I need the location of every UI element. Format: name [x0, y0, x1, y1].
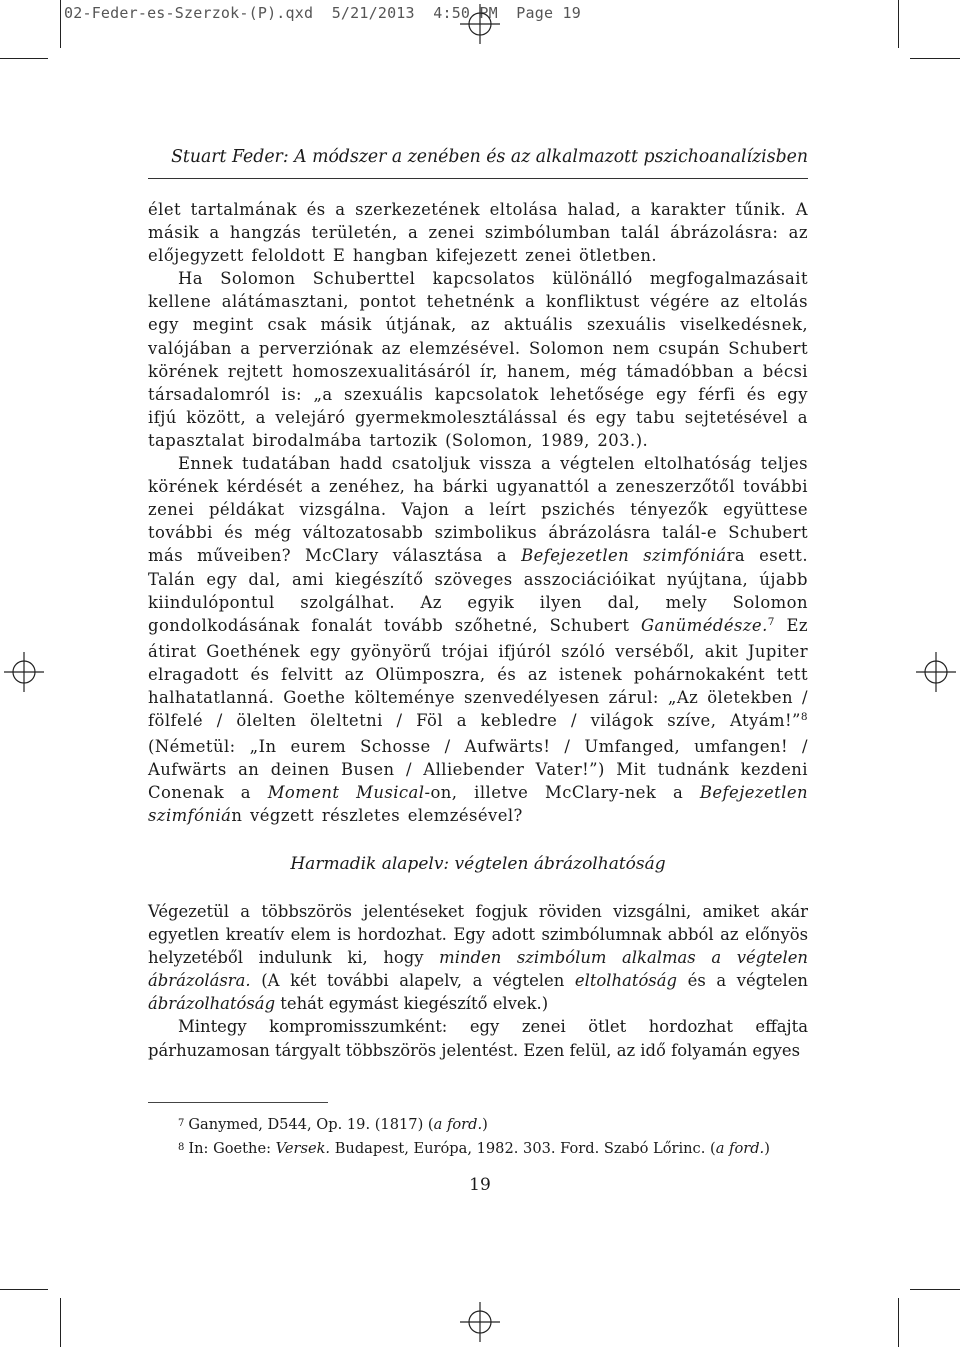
text-run: ) — [764, 1140, 770, 1157]
text-run: Végezetül a többszörös jelentéseket fogjuk röviden vizsgálni, amiket akár egyetlen kreatív elem is hordozhat. Egy adott szimbólumnak abból az előnyös helyzetéből indulunk ki, hogy — [148, 902, 808, 968]
footnote-number: 7 — [178, 1118, 185, 1129]
italic-phrase: minden szimbólum alkalmas a végtelen ábrázolásra. — [148, 948, 808, 991]
page-number: 19 — [469, 1175, 491, 1195]
text-run: Budapest, Európa, 1982. 303. Ford. Szabó Lőrinc. ( — [330, 1140, 716, 1157]
text-run: ) — [482, 1116, 488, 1133]
running-head: Stuart Feder: A módszer a zenében és az alkalmazott pszichoanalízisben — [171, 147, 808, 167]
text-run: (A két további alapelv, a végtelen — [250, 971, 575, 991]
italic-phrase: eltolhatóság — [574, 971, 677, 991]
text-run: Ganymed, D544, Op. 19. (1817) ( — [188, 1116, 434, 1133]
registration-mark-icon — [916, 652, 956, 692]
registration-mark-icon — [4, 652, 44, 692]
text-run: tehát egymást kiegészítő elvek.) — [275, 994, 549, 1014]
header-rule — [148, 178, 808, 179]
paragraph: Ha Solomon Schuberttel kapcsolatos különálló megfogalmazásait kellene alátámasztani, pontot tehetnénk a konfliktust végére az eltolás egy megint csak másik útjának, az aktuális szexuális viselkedésnek, valójában a perverziónak az elemzésével. Solomon nem csupán Schubert körének rejtett homoszexualitásáról ír, hanem, még támadóbban a bécsi társadalomról is: „a szexuális kapcsolatok lehetősége egy férfi és egy ifjú között, a velejáró gyermekmolesztálással és egy tabu sejtetésével a tapasztalat birodalmába tartozik (Solomon, 1989, 203.). — [148, 269, 808, 450]
text-run: n végzett részletes elemzésével? — [231, 806, 523, 826]
footnote-rule — [148, 1102, 328, 1103]
text-run: -on, illetve McClary-nek a — [424, 783, 700, 803]
text-run: Ez átirat Goethének egy gyönyörű trójai ifjúról szóló verséből, akit Jupiter elragadott és felvitt az Olümposzra, és az istenek pohárnokaként tett halhatatlanná. Goethe költeménye szenvedélyesen zárul: „Az öletekben / fölfelé / ölelten öleltetni / Föl a kebledre / világok szíve, Atyám!” — [148, 615, 808, 731]
italic-phrase: a ford. — [715, 1140, 765, 1157]
footnotes — [178, 1114, 808, 1162]
text-run: In: Goethe: — [188, 1140, 276, 1157]
section-title: Harmadik alapelv: végtelen ábrázolhatóság — [290, 854, 666, 874]
paragraph — [148, 900, 808, 1015]
section-body-text — [148, 900, 808, 1062]
italic-title: Ganümédésze. — [640, 615, 768, 635]
text-run: Ennek tudatában hadd csatoljuk vissza a végtelen eltolhatóság teljes körének kérdését a zenéhez, ha bárki ugyanattól a zeneszerzőtől további zenei példákat vizsgálna. Vajon a leírt pszichés tényezők együttese további és még változatosabb szimbolikus ábrázolásra talál-e Schubert más műveiben? McClary választása a — [148, 454, 808, 566]
text-run: (Németül: „In eurem Schosse / Aufwärts! / Umfanged, umfangen! / Aufwärts an deinen Busen / Alliebender Vater!”) Mit tudnánk kezdeni Conenak a — [148, 737, 808, 803]
body-text — [148, 198, 808, 828]
italic-phrase: a ford. — [433, 1116, 483, 1133]
text-run: ra esett. Talán egy dal, ami kiegészítő szöveges asszociációikat nyújtana, újabb kiindulópontul szolgálhat. Az egyik ilyen dal, mely Solomon gondolkodásának fonalát tovább szőhetné, Schubert — [148, 546, 808, 635]
italic-phrase: Versek. — [275, 1140, 331, 1157]
italic-title: Befejezetlen szimfóniá — [148, 783, 809, 826]
paragraph: Mintegy kompromisszumként: egy zenei ötlet hordozhat effajta párhuzamosan tárgyalt többszörös jelentést. Ezen felül, az idő folyamán egyes — [148, 1017, 808, 1060]
paragraph — [148, 452, 808, 828]
paragraph: élet tartalmának és a szerkezetének eltolása halad, a karakter tűnik. A másik a hangzás területén, a zenei szimbólumban talál ábrázolásra: az előjegyzett feloldott E hangban kifejezett zenei ötletben. — [148, 200, 808, 266]
registration-mark-icon — [460, 1302, 500, 1342]
text-run: és a végtelen — [677, 971, 808, 991]
italic-title: Befejezetlen szimfóniá — [521, 546, 727, 566]
registration-mark-icon — [460, 4, 500, 44]
italic-phrase: ábrázolhatóság — [148, 994, 276, 1014]
footnote-ref[interactable]: 8 — [800, 711, 808, 724]
italic-title: Moment Musical — [267, 783, 425, 803]
slug-line: 02-Feder-es-Szerzok-(P).qxd 5/21/2013 4:50 PM Page 19 — [64, 4, 581, 22]
footnote — [178, 1138, 808, 1162]
footnote-ref[interactable]: 7 — [767, 615, 775, 628]
footnote-number: 8 — [178, 1142, 185, 1153]
footnote — [178, 1114, 808, 1138]
